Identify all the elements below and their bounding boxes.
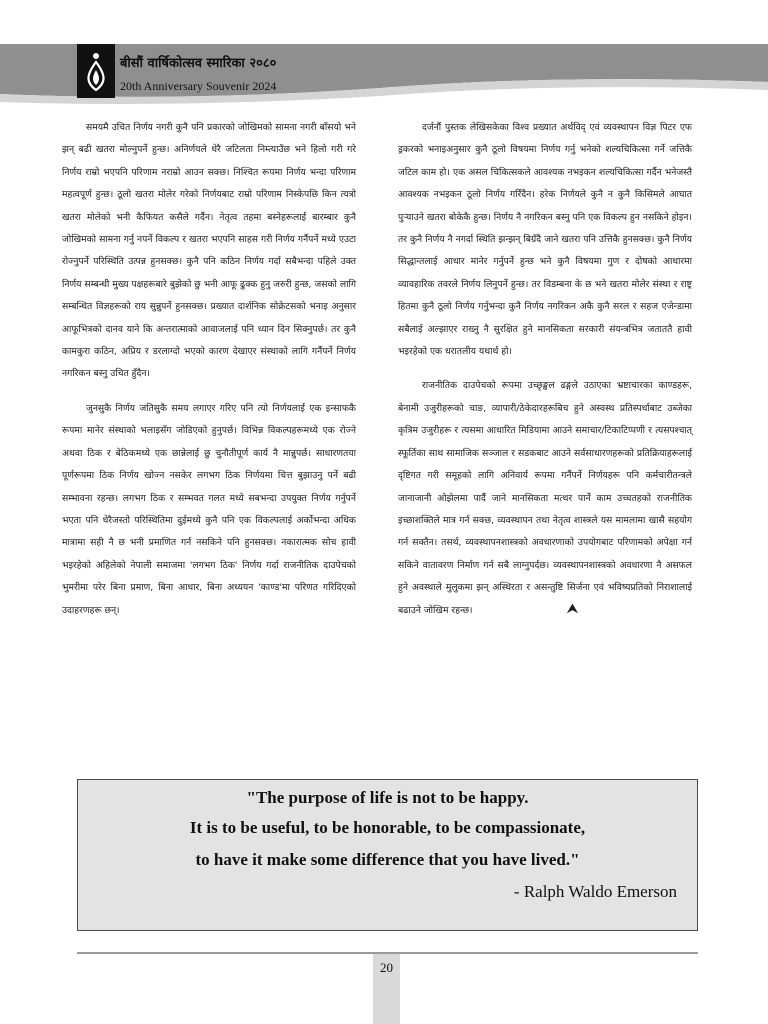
paragraph: जुनसुकै निर्णय जतिसुकै समय लगाएर गरिए पनि त्यो निर्णयलाई एक इन्साफकै रूपमा मानेर संस्थाको भलाइसँग जोडिएको हुनुपर्छ। विभिन्न विकल्पहरूमध्ये एक रोज्ने अथवा ठिक र बेठिकमध्ये एक छान्नेलाई छु चुनौतीपूर्ण कार्य नै मान्नुपर्छ। साधारणतया पूर्णरूपमा ठिक निर्णय खोज्न नसकेर लगभग ठिक निर्णयमा चित्त बुझाउनु पर्ने बढी सम्भावना रहन्छ। लगभग ठिक र सम्भवत गलत मध्ये सबभन्दा उपयुक्त निर्णय गर्नुपर्ने भएता पनि धेरैजस्तो परिस्थितिमा दुईमध्ये कुनै पनि एक विकल्पलाई अर्कोभन्दा अधिक मात्रामा सही नै छ भनी प्रमाणित गर्न नसकिने पनि हुनसक्छ। नकारात्मक सोच हावी भइरहेको अहिलेको नेपाली समाजमा 'लगभग ठिक' निर्णय गर्दा राजनीतिक दाउपेचको भुमरीमा परेर बिना प्रमाण, बिना आधार, बिना अध्ययन 'काण्ड'मा परिणत गरिदिएको उदाहरणहरू छन्। [62,402,356,616]
quote-author: - Ralph Waldo Emerson [513,882,677,901]
paragraph-text: राजनीतिक दाउपेचको रूपमा उच्छृङ्खल ढङ्गले उठाएका भ्रष्टाचारका काण्डहरू, बेनामी उजुरीहरूको चाङ, व्यापारी/ठेकेदारहरूबिच हुने अस्वस्थ प्रतिस्पर्धाबाट उब्जेका कृत्रिम उजुरीहरू र त्यसमा आधारित मिडियामा आउने समाचार/टिकाटिप्पणी र त्यसपश्चात् स्फूर्तिका साथ सामाजिक सञ्जाल र सडकबाट आउने सर्वसाधारणहरूको प्रतिक्रियाहरूलाई दृष्टिगत गरी समूहको लागि अनिवार्य रूपमा गर्नैपर्ने निर्णयहरू पनि कर्मचारीतन्त्रले जानाजानी ओझेलमा पार्दै जाने मानसिकता मत्थर पार्ने काम उच्चतहको राजनीतिक इच्छाशक्तिले मात्र गर्न सक्छ, व्यवस्थापन तथा नेतृत्व शास्त्रले यस मामलामा खासै सहयोग गर्न सक्तैन। तसर्थ, व्यवस्थापनशास्त्रको अवधारणाको उपयोगबाट परिणामको अपेक्षा गर्न सकिने वातावरण निर्माण गर्न सबै लाग्नुपर्दछ। व्यवस्थापनशास्त्रको अवधारणा नै असफल हुने अवस्थाले मुलुकमा झन् अस्थिरता र असन्तुष्टि सिर्जना एवं भविष्यप्रतिको निराशालाई बढाउने जोखिम रहन्छ। [398,380,692,616]
header-title: बीसौं वार्षिकोत्सव स्मारिका २०८० [120,56,277,71]
quote-box [77,779,698,931]
end-mark-icon: ⮝ [566,600,579,617]
paragraph [398,375,692,621]
quote-line-1: "The purpose of life is not to be happy. [246,788,529,807]
paragraph: समयमै उचित निर्णय नगरी कुनै पनि प्रकारको जोखिमको सामना नगरी बाँसयो भने झन् बढी खतरा मोल्नुपर्ने हुन्छ। अनिर्णयले धेरै जटिलता निम्त्याउँछ भने हिलो गरी गरे निर्णय राम्रो भएपनि परिणाम नराम्रो आउन सक्छ। निश्चित रूपमा निर्णय भन्दा परिणाम महत्वपूर्ण हुन्छ। ठूलो खतरा मोलेर गरेको निर्णयबाट राम्रो परिणाम निस्केपछि किन त्यत्रो खतरा मोलेको भनी कैफियत कसैले गर्दैन। नेतृत्व तहमा बस्नेहरूलाई बारम्बार कुनै जोखिमको सामना गर्नु नपर्ने विकल्प र खतरा भएपनि साहस गरी निर्णय गर्नैपर्ने मध्ये एउटा रोज्नुपर्ने परिस्थिति उत्पन्न हुनसक्छ। कुनै पनि कठिन निर्णय गर्दा सबैभन्दा पहिले उक्त निर्णय सम्बन्धी मुख्य पक्षहरूबारे बुझेको छु भनी आफू ढुक्क हुनु जरुरी हुन्छ, जसको लागि सम्बन्धित विज्ञहरूको राय सुन्नुपर्ने हुनसक्छ। प्रख्यात दार्शनिक सोक्रेटसको भनाइ अनुसार आफूभित्रको दानव याने कि अन्तरात्माको आवाजलाई पनि ध्यान दिन सिक्नुपर्छ। तर कुनै कामकुरा कठिन, अप्रिय र डरलाग्दो भएको कारण देखाएर संस्थाको लागि गर्नैपर्ने निर्णय नगरिकन बस्नु उचित हुँदैन। [62,122,356,380]
quote-line-3: to have it make some difference that you have lived." [195,850,580,869]
article-left-column [62,117,356,634]
header-band [0,44,768,106]
paragraph: दर्जनौं पुस्तक लेखिसकेका विश्व प्रख्यात अर्थविद् एवं व्यवस्थापन विज्ञ पिटर एफ ड्रकरको भनाइअनुसार कुनै ठूलो विषयमा निर्णय गर्नु भनेको शल्यचिकित्सा गर्ने जत्तिकै जटिल काम हो। एक असल चिकित्सकले आवश्यक नभइकन शल्यचिकित्सा गर्दैन भनेजस्तै आवश्यक नभइकन ठूलो निर्णय गरिँदैन। हरेक निर्णयले कुनै न कुनै किसिमले आघात पुऱ्याउने खतरा बोकेकै हुन्छ। निर्णय नै नगरिकन बस्नु पनि एक विकल्प हुन नसकिने होइन। तर कुनै निर्णय नै नगर्दा स्थिति झन्झन् बिग्रँदै जाने खतरा पनि उत्तिकै हुनसक्छ। कुनै निर्णय सिद्धान्तलाई आधार मानेर गर्नुपर्ने हुन्छ भने कुनै विषयमा गुण र दोषको आधारमा व्यावहारिक तवरले निर्णय लिनुपर्ने हुन्छ। तर विडम्बना के छ भने खतरा मोलेर संस्था र राष्ट्र हितमा कुनै ठूलो निर्णय गर्नुभन्दा कुनै निर्णय नगरिकन अकै कुनै सरल र सहज एजेन्डामा सबैलाई अल्झाएर राख्नु नै सुरक्षित हुने मानसिकता सरकारी संयन्त्रभित्र जताततै हावी भइरहेको एक धरातलीय यथार्थ हो। [398,122,692,358]
header-subtitle: 20th Anniversary Souvenir 2024 [120,79,277,93]
page-number: 20 [380,960,393,975]
article-right-column [398,117,692,622]
tika-drop-icon [77,44,115,98]
quote-line-2: It is to be useful, to be honorable, to be compassionate, [189,818,586,837]
